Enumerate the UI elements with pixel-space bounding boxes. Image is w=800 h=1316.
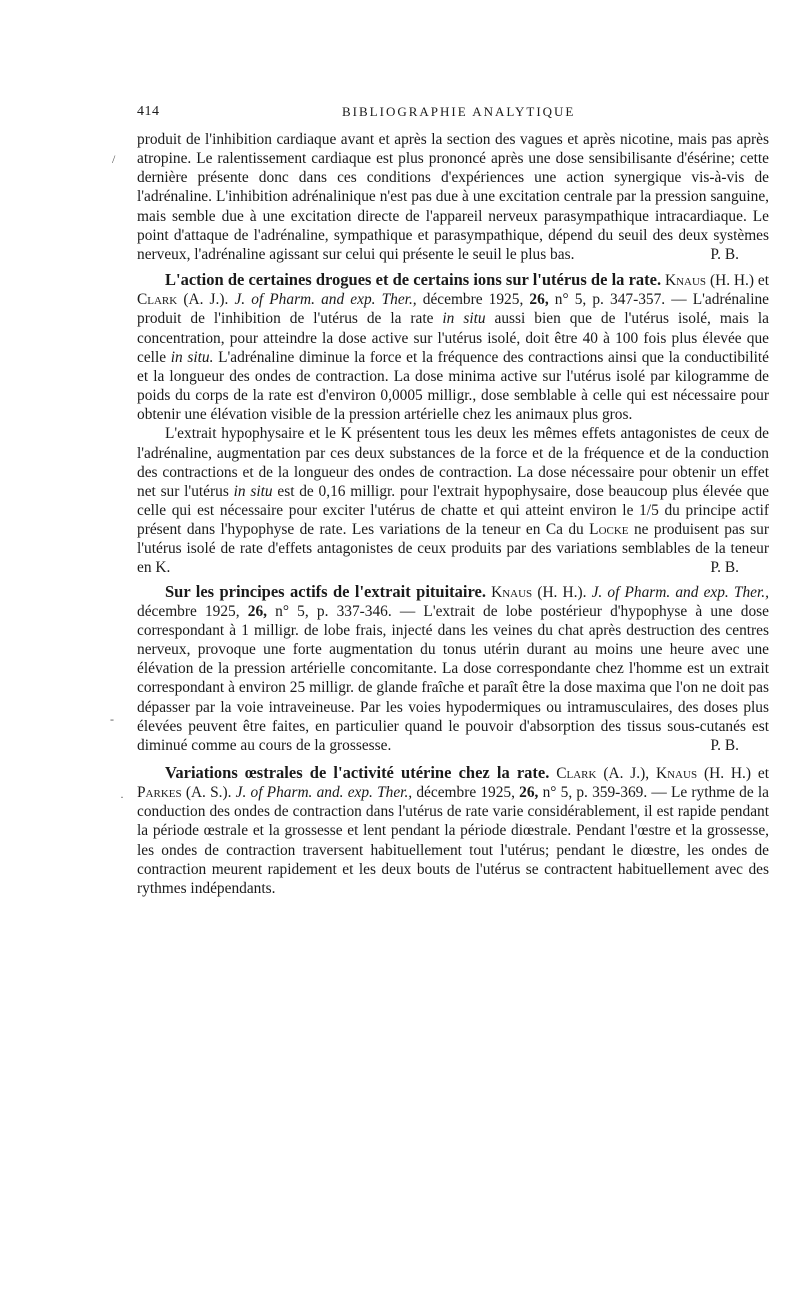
latin-term: in situ [442,310,486,328]
publication-date: décembre 1925, [416,784,515,802]
abstract-text: aussi bien que de l'utérus isolé, mais la concentration, pour atteindre la dose active sur l'utérus isolé, doit être 40 à 100 fois plus élevée que celle [137,310,769,366]
abstract-text: — L'adrénaline produit de l'inhibition de l'utérus de la rate [137,291,770,328]
margin-mark: / [112,152,116,166]
signature: P. B. [710,559,739,577]
volume-number: 26, [247,602,268,620]
page-range: n° 5, p. 347-357. [554,291,666,309]
author-initials: (A. J.). [183,291,229,309]
abstract-text: — Le rythme de la conduction des ondes de contraction dans l'utérus de rate varie considérablement, il est rapide pendant la période œstrale et la grossesse et lent pendant la période diœstrale. Pendant l'œstre et la grossesse, les ondes de contraction traversent habituellement tout l'utérus; pendant le diœstre, les ondes de contraction meurent rapidement et les deux bouts de l'utérus se contractent habituellement avec des rythmes indépendants. [137,784,769,897]
latin-term: in situ. [170,348,214,366]
author-initials: (A. J.), [603,765,650,782]
page-range: n° 5, p. 337-346. [275,602,392,620]
author-initials: (A. S.). [185,784,232,802]
publication-date: décembre 1925, [137,602,240,620]
latin-term: in situ [233,482,273,500]
author-name: Clark [556,765,597,782]
running-title: BIBLIOGRAPHIE ANALYTIQUE [342,104,576,119]
article-title: Sur les principes actifs de l'extrait pituitaire. [165,581,486,601]
volume-number: 26, [519,784,539,802]
abstract-text: L'extrait hypophysaire et le K présentent tous les deux les mêmes effets antagonistes de ceux de l'adrénaline, augmentation par ces deux substances de la force et de la fréquence et de la conduction des contractions et de la longueur des ondes de contraction. La dose nécessaire pour obtenir un effet net sur l'utérus [137,425,769,500]
author-name: Parkes [137,784,182,802]
volume-number: 26, [529,291,549,309]
article-entry [137,763,769,898]
article-entry [137,582,769,755]
abstract-text: L'adrénaline diminue la force et la fréquence des contractions ainsi que la conductibilité et la longueur des ondes de contraction. La dose minima active sur l'utérus isolé par kilogramme de poids du corps de la rate est d'environ 0,0005 milligr., dose semblable à celle qui est nécessaire pour obtenir une élévation visible de la pression artérielle chez les animaux plus gros. [137,348,769,424]
page-range: n° 5, p. 359-369. [542,784,648,802]
publication-date: décembre 1925, [422,291,524,309]
signature: P. B. [710,245,739,263]
author-name: Knaus [664,272,707,290]
continued-text: produit de l'inhibition cardiaque avant et après la section des vagues et après nicotine, mais pas après atropine. Le ralentissement cardiaque est plus prononcé après une dose sensibilisante d'ésérine; cette dernière présente donc dans ces conditions d'expériences une action synergique vis-à-vis de l'adrénaline. L'inhibition adrénalinique n'est pas due à une excitation centrale par la pression sanguine, mais semble due à une excitation directe de l'appareil nerveux parasympathique intracardiaque. Le point d'attaque de l'adrénaline, sympathique et parasympathique, dépend du seuil des deux systèmes nerveux, l'adrénaline agissant sur celui qui présente le seuil le plus bas. [137,131,769,263]
author-name: Knaus [491,583,533,601]
article-title: L'action de certaines drogues et de certains ions sur l'utérus de la rate. [165,270,662,290]
margin-mark: · [120,790,124,804]
author-initials: (H. H.) et [703,765,769,782]
margin-mark: - [110,712,114,726]
author-name: Knaus [656,765,698,782]
journal-name: J. of Pharm. and exp. Ther., [234,291,417,309]
continued-paragraph [137,130,769,264]
running-head [137,104,769,130]
article-title: Variations œstrales de l'activité utérine chez la rate. [165,763,550,782]
author-initials: (H. H.). [537,583,587,601]
document-page [137,104,769,898]
author-name: Clark [137,291,178,309]
abstract-text: est de 0,16 milligr. pour l'extrait hypophysaire, dose beaucoup plus élevée que celle qui est nécessaire pour exciter l'utérus de chatte et qui atteint environ le 1/5 du principe actif présent dans l'hypophyse de rate. Les variations de la teneur en Ca du [137,482,769,539]
journal-name: J. of Pharm. and exp. Ther., [591,583,769,601]
page-number: 414 [137,104,160,119]
signature: P. B. [710,736,739,754]
abstract-text: ne produisent pas sur l'utérus isolé de rate d'effets antagonistes de ceux produits par des variations semblables de la teneur en K. [137,521,770,577]
abstract-text: — L'extrait de lobe postérieur d'hypophyse à une dose correspondant à 1 milligr. de lobe frais, injecté dans les veines du chat après destruction des centres nerveux, provoque une forte augmentation du tonus utérin durant au moins une heure avec une élévation de la pression artérielle concomitante. La dose correspondante chez l'homme est un extrait correspondant à environ 25 milligr. de glande fraîche et paraît être la dose maxima que l'on ne doit pas dépasser par la voie intraveineuse. Par les voies hypodermiques ou intramusculaires, des doses plus élevées peuvent être faites, en particulier quand le pouvoir d'absorption des tissus sous-cutanés est diminué comme au cours de la grossesse. [137,602,769,754]
article-entry [137,270,769,424]
solution-name: Locke [589,521,629,539]
abstract-paragraph [137,424,769,577]
author-initials: (H. H.) et [709,272,769,290]
journal-name: J. of Pharm. and. exp. Ther., [235,784,413,802]
